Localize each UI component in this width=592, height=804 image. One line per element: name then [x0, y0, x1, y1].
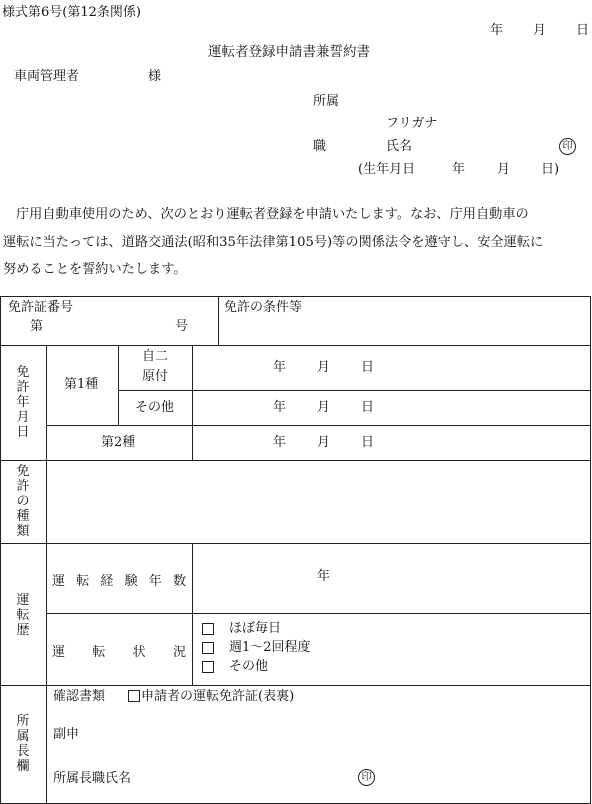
birth-month-label: 月 — [497, 162, 511, 177]
date-day-label: 日 — [576, 23, 590, 38]
moped-label-line1: 自二 — [142, 349, 169, 364]
class2-label: 第2種 — [101, 435, 136, 450]
furigana-label: フリガナ — [386, 116, 438, 131]
manager-section-label: 所 属 長 欄 — [16, 714, 30, 774]
addressee-honorific: 様 — [148, 69, 162, 84]
status-other-checkbox[interactable] — [202, 661, 214, 673]
pledge-line-2: 運転に当たっては、道路交通法(昭和35年法律第105号)等の関係法令を遵守し、安全運転に — [3, 234, 544, 250]
position-label: 職 — [313, 139, 327, 154]
status-weekly-label: 週1〜2回程度 — [229, 640, 311, 655]
other-date-year: 年 — [273, 400, 287, 415]
class1-label: 第1種 — [64, 377, 99, 392]
class1-other-label: その他 — [135, 400, 175, 415]
other-date-month: 月 — [317, 400, 331, 415]
confirm-documents-label: 確認書類 — [53, 689, 106, 704]
birth-date-open: (生年月日 — [358, 162, 416, 177]
birth-year-label: 年 — [452, 162, 466, 177]
driving-experience-unit: 年 — [317, 569, 331, 584]
moped-date-year: 年 — [273, 360, 287, 375]
status-other-label: その他 — [229, 659, 269, 674]
pledge-line-3: 努めることを誓約いたします。 — [3, 262, 187, 277]
license-number-suffix: 号 — [175, 319, 189, 334]
manager-seal-mark: 印 — [358, 769, 375, 786]
form-number: 様式第6号(第12条関係) — [2, 5, 141, 20]
seal-mark: 印 — [559, 138, 576, 155]
status-weekly-checkbox[interactable] — [202, 642, 214, 654]
driving-history-label: 運 転 歴 — [16, 593, 30, 638]
manager-name-label: 所属長職氏名 — [53, 771, 132, 786]
confirm-document-name: 申請者の運転免許証(表裏) — [141, 689, 295, 704]
deputy-submission-label: 副申 — [53, 727, 80, 742]
class2-date-day: 日 — [361, 435, 375, 450]
status-daily-label: ほぼ毎日 — [229, 621, 282, 636]
class2-date-year: 年 — [273, 435, 287, 450]
driving-status-label: 運 転 状 況 — [52, 645, 186, 660]
license-date-label: 免 許 年 月 日 — [16, 365, 30, 440]
license-type-label: 免 許 の 種 類 — [16, 464, 30, 539]
driving-experience-label: 運 転 経 験 年 数 — [52, 574, 186, 589]
date-year-label: 年 — [490, 23, 504, 38]
license-conditions-label: 免許の条件等 — [224, 300, 303, 315]
class2-date-month: 月 — [317, 435, 331, 450]
affiliation-label: 所属 — [313, 94, 340, 109]
status-daily-checkbox[interactable] — [202, 623, 214, 635]
moped-date-month: 月 — [317, 360, 331, 375]
pledge-line-1: 庁用自動車使用のため、次のとおり運転者登録を申請いたします。なお、庁用自動車の — [16, 207, 529, 222]
document-title: 運転者登録申請書兼誓約書 — [208, 44, 370, 60]
date-month-label: 月 — [533, 23, 547, 38]
moped-label-line2: 原付 — [142, 369, 169, 384]
other-date-day: 日 — [361, 400, 375, 415]
name-label: 氏名 — [386, 139, 413, 154]
addressee-label: 車両管理者 — [14, 69, 80, 84]
license-number-label: 免許証番号 — [8, 300, 74, 315]
license-number-prefix: 第 — [30, 319, 44, 334]
birth-date-close: 日) — [541, 162, 560, 177]
confirm-document-checkbox[interactable] — [128, 690, 140, 702]
pledge-paragraph — [3, 201, 591, 284]
moped-date-day: 日 — [361, 360, 375, 375]
